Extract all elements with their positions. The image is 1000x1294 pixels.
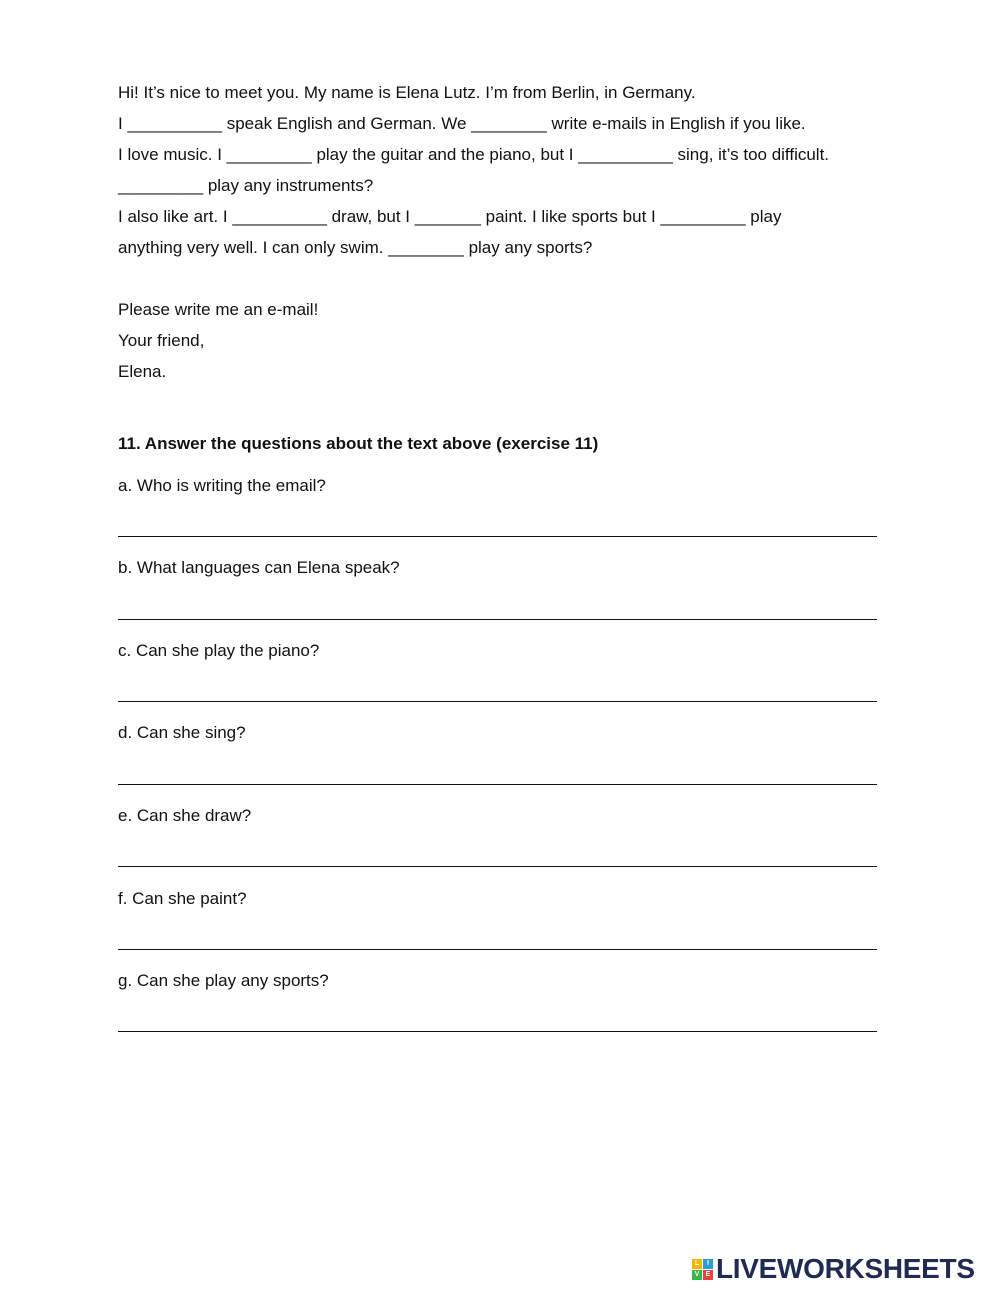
question-a: a. Who is writing the email? bbox=[118, 476, 326, 495]
question-b: b. What languages can Elena speak? bbox=[118, 558, 400, 577]
letter-line-4: _________ play any instruments? bbox=[118, 176, 374, 195]
closing-signature: Elena. bbox=[118, 362, 167, 381]
question-f: f. Can she paint? bbox=[118, 889, 247, 908]
exercise-title: 11. Answer the questions about the text above (exercise 11) bbox=[118, 434, 599, 453]
question-d: d. Can she sing? bbox=[118, 723, 246, 742]
answer-line-g[interactable] bbox=[118, 1031, 877, 1032]
question-c: c. Can she play the piano? bbox=[118, 641, 320, 660]
letter-line-5: I also like art. I __________ draw, but I _______ paint. I like sports but I _________ play bbox=[118, 207, 782, 226]
question-g: g. Can she play any sports? bbox=[118, 971, 329, 990]
logo-letter-e: E bbox=[703, 1270, 713, 1280]
logo-letter-v: V bbox=[692, 1270, 702, 1280]
answer-line-d[interactable] bbox=[118, 784, 877, 785]
answer-line-c[interactable] bbox=[118, 701, 877, 702]
logo-letter-i: I bbox=[703, 1259, 713, 1269]
liveworksheets-logo bbox=[692, 1254, 975, 1284]
logo-letter-l: L bbox=[692, 1259, 702, 1269]
closing-salutation: Your friend, bbox=[118, 331, 205, 350]
letter-line-2: I __________ speak English and German. We ________ write e-mails in English if you like. bbox=[118, 114, 806, 133]
closing-request: Please write me an e-mail! bbox=[118, 300, 319, 319]
answer-line-e[interactable] bbox=[118, 866, 877, 867]
letter-line-3: I love music. I _________ play the guitar and the piano, but I __________ sing, it’s too difficult. bbox=[118, 145, 830, 164]
answer-line-b[interactable] bbox=[118, 619, 877, 620]
letter-line-6: anything very well. I can only swim. ________ play any sports? bbox=[118, 238, 593, 257]
logo-mark-icon bbox=[692, 1259, 713, 1280]
logo-text: LIVEWORKSHEETS bbox=[716, 1253, 975, 1284]
answer-line-a[interactable] bbox=[118, 536, 877, 537]
letter-line-1: Hi! It’s nice to meet you. My name is Elena Lutz. I’m from Berlin, in Germany. bbox=[118, 83, 696, 102]
question-e: e. Can she draw? bbox=[118, 806, 252, 825]
answer-line-f[interactable] bbox=[118, 949, 877, 950]
